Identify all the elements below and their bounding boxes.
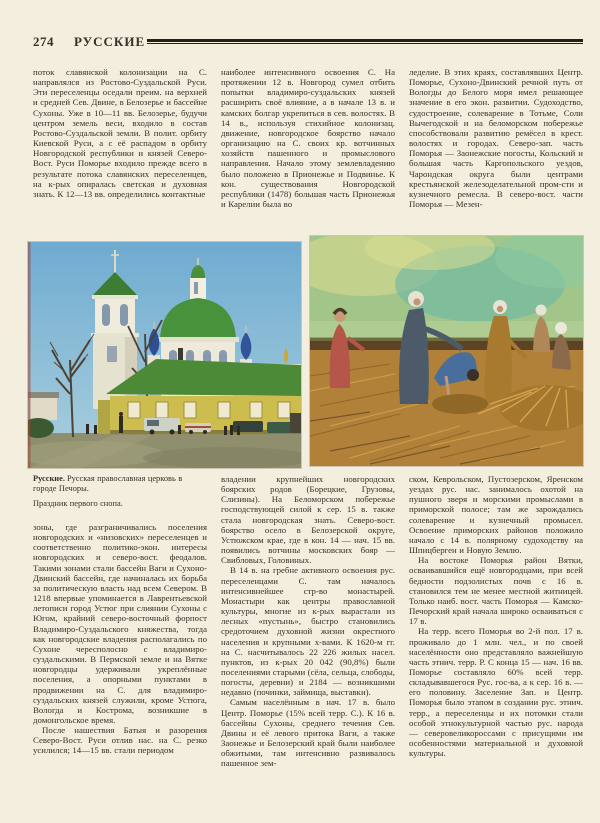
text-column-1-top — [33, 67, 207, 227]
paragraph: На востоке Поморья район Вятки, осваивавшийся ещё новгородцами, при всей бедности подзолистых почв с 16 в. становился тем не менее местной житницей. Только наиб. вост. часть Поморья — Камско-Печорский край начала широко осваиваться с 17 в. — [409, 555, 583, 627]
page-number: 274 — [33, 34, 54, 49]
paragraph: наиболее интенсивного освоения С. На протяжении 12 в. Новгород сумел отбить попытки владимиро-суздальских князей расширить своё влияние, а в начале 13 в. и камских болгар укрепиться в сев. волостях. В 14 в., используя стихийное колонизац. движение, новгородское боярство начало организацию на С. своих кр. вотчинных хозяйств пашенного и промыслового направления. Начало этому землевладению было положено в Прионежье и Подвинье. К кон. существования Новгородской республики (1478) большая часть Прионежья и Карелии была во — [221, 67, 395, 210]
paragraph: владении крупнейших новгородских боярских родов (Борецкие, Грузовы, Слизины). На Беломорском побережье господствующей силой к сер. 15 в. также стала новгородская знать. Северо-вост. боярство осело в Белозерской округе, Устюжском крае, где в кон. 14 — нач. 15 вв. появились вотчины московских бояр — Свибловых, Головиных. — [221, 474, 395, 566]
text-column-3-top — [409, 67, 583, 227]
paragraph: леделие. В этих краях, составлявших Центр. Поморье, Сухоно-Двинский речной путь от Вологды до Белого моря имел решающее значение в его экон. развитии. Судоходство, судостроение, солеварение в Тотьме, Соли Вычегодской и на беломорском побережье способствовали развитию ремёсел в крест. волостях и городах. Северо-зап. часть Поморья — Заонежские погосты, Кольский и большая часть Каргопольского уездов, Чарондская округа были центрами крестьянской железоделательной пром-сти и кузнечного ремесла. В северо-вост. части Поморья — Мезен- — [409, 67, 583, 210]
text-column-1-bottom — [33, 474, 207, 786]
paragraph: В 14 в. на гребне активного освоения рус. переселенцами С. там началось интенсивнейшее стр-во монастырей. Монастыри как центры православной культуры, многие из к-рых вырастали из лесных «пустынь», быстро становились средоточием духовной жизни окрестного населения и крупными х-вами. К 1620-м гг. на С. насчитывалось 22 226 жилых насел. пунктов, из к-рых 20 042 (90,8%) были поселениями старыми (сёла, сельца, слободы, погосты, деревни) и 2184 — возникшими недавно (починки, займища, выставки). — [221, 565, 395, 698]
page-title: РУССКИЕ — [74, 34, 146, 49]
header-rule-thick — [147, 39, 583, 42]
photo-caption-church — [33, 474, 207, 494]
header-rule — [147, 39, 583, 44]
text-column-2-bottom — [221, 474, 395, 786]
caption-text: Русская православная церковь в городе Печоры. — [33, 474, 183, 493]
photo-caption-harvest: Праздник первого снопа. — [33, 499, 123, 508]
paragraph: зоны, где разграничивались поселения новгородских и «низовских» переселенцев и соответственно политико-экон. интересы новгородских и северо-вост. феодалов. Такими зонами стали бассейн Ваги и Сухоно-Двинский бассейн, где начиналась их борьба за политическую власть над всем Севером. В 1218 впервые упоминается в Лаврентьевской летописи город Устюг при слиянии Сухоны с Югом, крайний северо-восточный форпост Владимиро-Суздальского княжества, тогда как новгородские владения располагались по Сухоне чересполосно с владимиро-суздальскими. В Пермской земле и на Вятке новгородцы удерживали укреплённые поселения, а опорными пунктами в продвижении на С. для владимиро-суздальских князей служили, кроме Устюга, Вологда и Кострома, возникшие в домонгольское время. — [33, 522, 207, 725]
text-column-3-bottom — [409, 474, 583, 786]
paragraph: ском, Кеврольском, Пустозерском, Яренском уездах рус. нас. занималось охотой на пушного зверя и морскими промыслами в приморской полосе; там же зарождались солеварение и кузнечный промысел. Освоение приморских районов положило начало с 14 в. полярному судоходству на Шпицберген и Новую Землю. — [409, 474, 583, 556]
harvest-photo — [310, 236, 583, 466]
paragraph: После нашествия Батыя и разорения Северо-Вост. Руси отлив нас. на С. резко усилился; 14—15 вв. стали периодом — [33, 725, 207, 756]
harvest-photo-art — [310, 236, 583, 466]
header-rule-thin — [147, 43, 583, 44]
paragraph: На терр. всего Поморья во 2-й пол. 17 в. проживало до 1 млн. чел., и по своей населённости оно представляло важнейшую часть этнич. терр. Р. С конца 15 — нач. 16 вв. Поморье составляло 60% всей терр. складывавшегося Рус. гос-ва, а к сер. 16 в. — его половину. Заселение Зап. и Центр. Поморья было этапом в создании рус. этнич. терр., а переселенцы и их потомки стали особой этнокультурной частью рус. народа — северовеликороссами с присущими им особенностями материальной и духовной культуры. — [409, 626, 583, 759]
paragraph: поток славянской колонизации на С. направлялся из Ростово-Суздальской Руси. Эти переселенцы оседали преим. на верхней и средней Сев. Двине, в Белозерье и бассейне Сухоны. Уже в 10—11 вв. Белозерье, будучи центром земель веси, входило в состав Ростово-Суздальской земли. В полит. орбиту Киевской Руси, а с её распадом в орбиту Новгородской республики и князей Северо-Вост. Руси Поморье входило прежде всего в результате потока славянских переселенцев, на к-рых опиралась светская и духовная знать. К 12—13 вв. определились контактные — [33, 67, 207, 199]
top-text-section — [33, 67, 583, 227]
text-column-2-top — [221, 67, 395, 227]
bottom-text-section — [33, 474, 583, 786]
church-photo-art — [28, 242, 301, 468]
paragraph: Самым населённым в нач. 17 в. было Центр. Поморье (15% всей терр. С.). К 16 в. бассейны Сухоны, среднего течения Сев. Двины и её левого притока Ваги, а также Заонежье и Белозерский край были наиболее обжитыми, там интенсивно развивалось пашенное зем- — [221, 697, 395, 769]
church-photo — [28, 242, 301, 468]
caption-lead: Русские. — [33, 474, 65, 483]
